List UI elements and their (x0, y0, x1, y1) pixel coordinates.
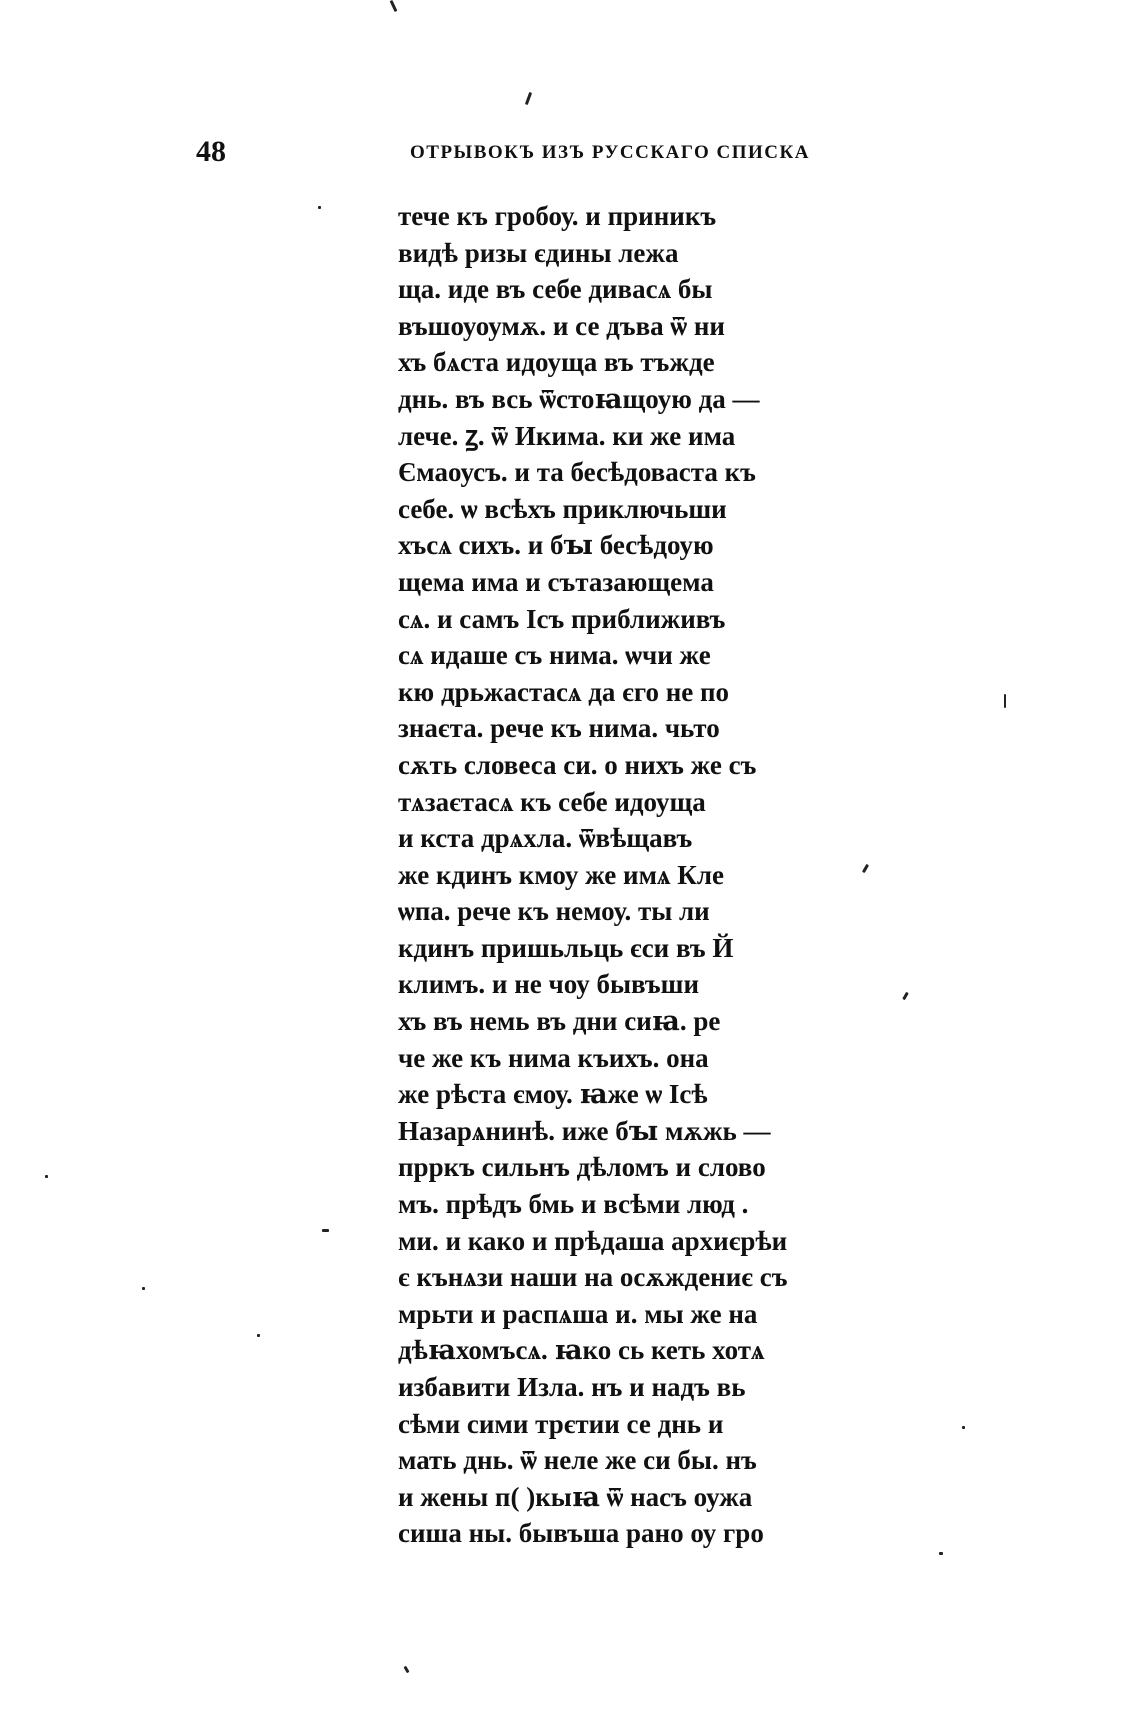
text-line: сѧ идаше съ нима. ѡчи же (398, 640, 711, 671)
text-line: Назарѧнинѣ. иже бꙑ мѫжь — (398, 1115, 771, 1146)
text-line: избавити Изла. нъ и надъ вь (398, 1372, 746, 1402)
text-line: себе. ѡ всѣхъ приключьши (398, 493, 727, 524)
text-column (398, 198, 838, 1552)
text-line: знаєта. рече къ нима. чьто (398, 713, 720, 744)
text-line: сѧ. и самъ Ісъ приближивъ (398, 603, 726, 634)
scan-speck (939, 1552, 943, 1555)
text-line: мать днь. ѿ неле же си бы. нъ (398, 1445, 757, 1476)
scan-speck (1004, 694, 1006, 708)
text-line: и жены п( )кыꙗ ѿ насъ оужа (398, 1481, 753, 1512)
text-line: видѣ ризы єдины лежа (398, 237, 679, 268)
scan-speck (390, 0, 398, 12)
text-line: и кста дрѧхла. ѿвѣщавъ (398, 823, 693, 854)
text-line: сѣми сими трєтии се днь и (398, 1408, 724, 1439)
text-line: Ємаоусъ. и та бесѣдоваста къ (398, 457, 756, 488)
scan-speck (318, 206, 321, 209)
scan-speck (257, 1334, 260, 1337)
text-line: ми. и како и прѣдаша архиєрѣи (398, 1225, 788, 1256)
scan-speck (525, 92, 532, 105)
scan-speck (862, 864, 869, 873)
scan-speck (403, 1666, 409, 1674)
scan-speck (322, 1229, 329, 1232)
text-line: мъ. прѣдъ бмь и всѣми люд . (398, 1189, 749, 1220)
scan-speck (45, 1175, 48, 1178)
text-line: мрьти и распѧша и. мы же на (398, 1298, 758, 1329)
text-line: кдинъ пришьльць єси въ Й (398, 932, 734, 963)
text-line: кю дрьжастасѧ да єго не по (398, 676, 730, 707)
text-line: сиша ны. бывъша рано оу гро (398, 1518, 764, 1549)
running-title: ОТРЫВОКЪ ИЗЪ РУССКАГО СПИСКА (410, 142, 810, 163)
scan-speck (142, 1287, 145, 1290)
text-line: ѡпа. рече къ немоу. ты ли (398, 896, 710, 927)
text-line: прркъ сильнъ дѣломъ и слово (398, 1152, 766, 1183)
text-line: хъ въ немь въ дни сиꙗ. ре (398, 1006, 721, 1037)
text-line: хъсѧ сихъ. и бꙑ бесѣдоую (398, 530, 714, 561)
text-line: хъ бѧста идоуща въ тъжде (398, 347, 715, 378)
text-line: є кънѧзи наши на осѫждениє съ (398, 1262, 788, 1293)
text-line: щема има и сътазающема (398, 566, 714, 597)
scan-speck (902, 992, 909, 1000)
text-line: дѣꙗхомъсѧ. ꙗко сь кеть хотѧ (398, 1335, 765, 1366)
text-line: же рѣста ємоу. ꙗже ѡ Ісѣ (398, 1079, 708, 1110)
scan-speck (962, 1426, 965, 1429)
text-line: че же къ нима къихъ. она (398, 1042, 709, 1073)
text-line: въшоуоумѫ. и се дъва ѿ ни (398, 310, 725, 341)
text-line: днь. въ всь ѿстоꙗщоую да — (398, 383, 760, 414)
text-line: тѧзаєтасѧ къ себе идоуща (398, 786, 706, 817)
text-line: тече къ гробоу. и приникъ (398, 201, 717, 231)
text-line: сѫть словеса си. о нихъ же съ (398, 749, 757, 780)
text-line: же кдинъ кмоу же имѧ Кле (398, 859, 724, 890)
text-line: климъ. и не чоу бывъши (398, 969, 700, 1000)
page-number: 48 (196, 135, 226, 168)
text-line: лече. ꙁ. ѿ Икима. ки же има (398, 420, 736, 451)
text-line: ща. иде въ себе дивасѧ бы (398, 274, 713, 305)
